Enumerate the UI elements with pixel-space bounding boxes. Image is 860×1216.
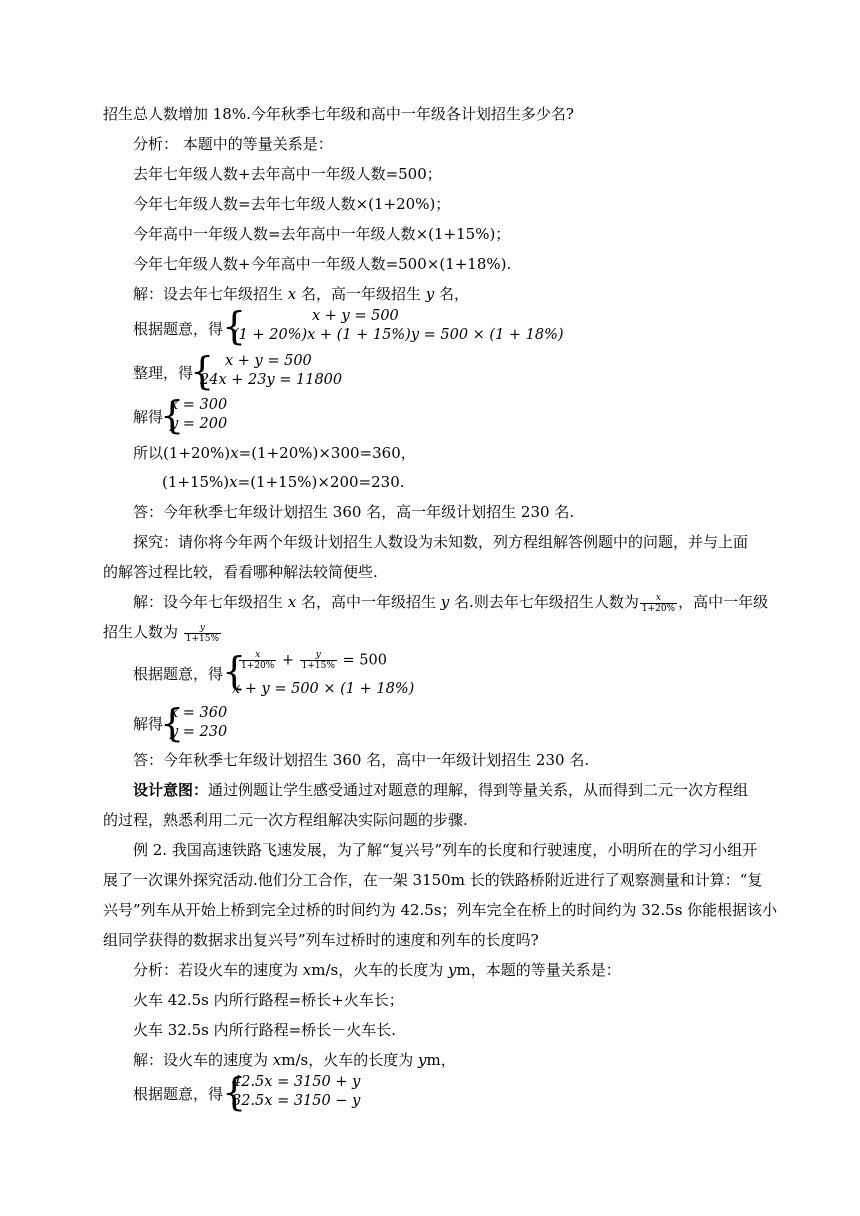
text-line: 解：设火车的速度为 xm/s，火车的长度为 ym， <box>133 1051 456 1069</box>
text-line: 今年七年级人数+今年高中一年级人数=500×(1+18%). <box>133 255 512 273</box>
text-line: 答：今年秋季七年级计划招生 360 名，高中一年级计划招生 230 名. <box>133 751 590 769</box>
equation: x = 360 <box>170 705 228 721</box>
text-line: 解得 <box>133 715 164 733</box>
text-line: 解得 <box>133 408 164 426</box>
equation: 32.5x = 3150 − y <box>232 1093 361 1109</box>
text-line: 解：设今年七年级招生 x 名，高中一年级招生 y 名.则去年七年级招生人数为 $\frac{x}{1+20\%}$ ，高中一年级 <box>133 592 769 614</box>
text-line: 分析：若设火车的速度为 xm/s，火车的长度为 ym，本题的等量关系是： <box>133 961 621 979</box>
equation: 42.5x = 3150 + y <box>232 1074 361 1090</box>
equation: x + y = 500 × (1 + 18%) <box>232 681 415 697</box>
brace-icon: { <box>222 649 247 693</box>
text-line: 组同学获得的数据求出复兴号”列车过桥时的速度和列车的长度吗? <box>103 931 539 949</box>
text-line: 答：今年秋季七年级计划招生 360 名，高一年级计划招生 230 名. <box>133 503 575 521</box>
text-line: 今年高中一年级人数=去年高中一年级人数×(1+15%)； <box>133 225 511 243</box>
text-line: 招生人数为 $\frac{y}{1+15\%}$ <box>103 622 220 644</box>
text-line: 根据题意，得 <box>133 320 224 338</box>
fraction: $\frac{x}{1+20\%}$ <box>641 592 676 614</box>
equation: y = 200 <box>170 416 228 432</box>
text-line: 所以(1+20%)x=(1+20%)×300=360， <box>133 444 416 462</box>
fraction: $\frac{y}{1+15\%}$ <box>185 622 220 644</box>
text-line: 的解答过程比较，看看哪种解法较简便些. <box>103 563 378 581</box>
text-line: 解：设去年七年级招生 x 名，高一年级招生 y 名， <box>133 285 470 303</box>
equation: y = 230 <box>170 724 228 740</box>
text-line: 根据题意，得 <box>133 1085 224 1103</box>
text-line: 火车 42.5s 内所行路程=桥长+火车长； <box>133 991 404 1009</box>
equation: 24x + 23y = 11800 <box>200 372 343 388</box>
brace-icon: { <box>160 393 185 437</box>
equation: (1 + 20%)x + (1 + 15%)y = 500 × (1 + 18%) <box>233 327 564 343</box>
text-line: 探究：请你将今年两个年级计划招生人数设为未知数，列方程组解答例题中的问题，并与上面 <box>133 533 749 551</box>
brace-icon: { <box>222 1070 247 1114</box>
text-line: 招生总人数增加 18%.今年秋季七年级和高中一年级各计划招生多少名? <box>103 105 574 123</box>
text-line: 今年七年级人数=去年七年级人数×(1+20%)； <box>133 195 451 213</box>
text-line: 分析： 本题中的等量关系是： <box>133 135 333 153</box>
brace-icon: { <box>190 349 215 393</box>
text-line: 的过程，熟悉利用二元一次方程组解决实际问题的步骤. <box>103 811 468 829</box>
fraction: $\frac{y}{1+15\%}$ <box>301 650 335 671</box>
brace-icon: { <box>222 304 247 348</box>
text-line: (1+15%)x=(1+15%)×200=230. <box>162 473 405 491</box>
equation: x + y = 500 <box>312 308 399 324</box>
text-line: 展了一次课外探究活动.他们分工合作，在一架 3150m 长的铁路桥附近进行了观察测量和计算：“复 <box>103 871 763 889</box>
text-line: 兴号”列车从开始上桥到完全过桥的时间约为 42.5s；列车完全在桥上的时间约为 32.5s 你能根据该小 <box>103 901 778 919</box>
text-line: 去年七年级人数+去年高中一年级人数=500； <box>133 165 442 183</box>
text-line: 根据题意，得 <box>133 665 224 683</box>
text-line: 例 2. 我国高速铁路飞速发展，为了解“复兴号”列车的长度和行驶速度，小明所在的学习小组开 <box>133 841 758 859</box>
brace-icon: { <box>160 701 185 745</box>
text-line: 火车 32.5s 内所行路程=桥长－火车长. <box>133 1021 396 1039</box>
text-line: 设计意图：通过例题让学生感受通过对题意的理解，得到等量关系，从而得到二元一次方程组 <box>133 781 749 799</box>
equation: $\frac{x}{1+20\%}$ + $\frac{y}{1+15\%}$ = 500 <box>241 650 387 671</box>
text-line: 整理，得 <box>133 364 194 382</box>
equation: x = 300 <box>170 397 228 413</box>
equation: x + y = 500 <box>225 353 312 369</box>
fraction: $\frac{x}{1+20\%}$ <box>241 650 275 671</box>
